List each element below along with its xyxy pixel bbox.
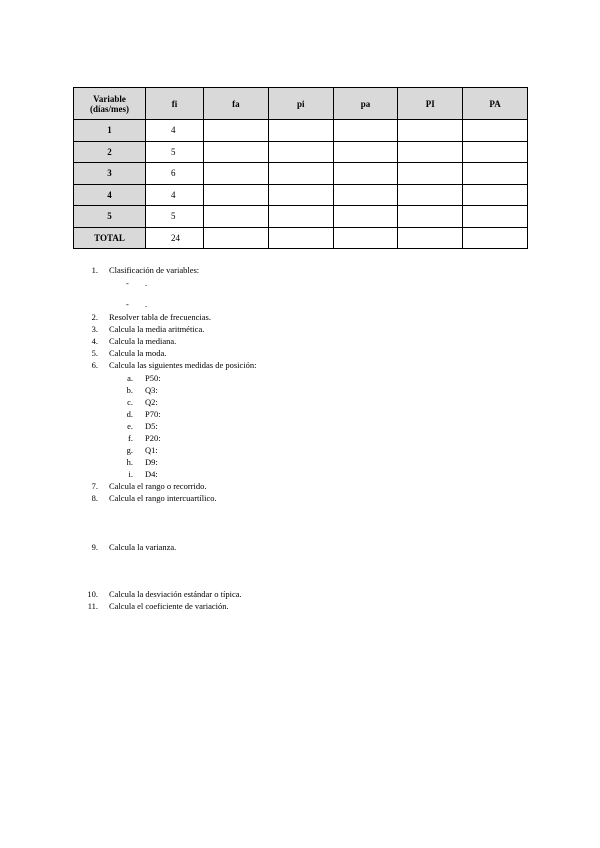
cell-PA[interactable]	[463, 227, 528, 249]
question-number: 9.	[91, 542, 98, 552]
sub-text: D4:	[145, 469, 158, 479]
table-row	[74, 120, 528, 142]
sub-letter: e.	[127, 421, 133, 431]
bullet-dash: -	[126, 299, 129, 309]
header-PA: PA	[463, 88, 528, 120]
cell-pi[interactable]	[268, 184, 333, 206]
sub-letter: f.	[128, 433, 133, 443]
header-variable	[74, 88, 146, 120]
cell-fa[interactable]	[204, 184, 269, 206]
table-row	[74, 163, 528, 185]
question-text: Calcula la desviación estándar o típica.	[109, 589, 242, 599]
table-header-row	[74, 88, 528, 120]
question-text: Calcula el rango o recorrido.	[109, 481, 207, 491]
cell-variable: 5	[74, 206, 146, 228]
bullet-dot: .	[145, 299, 148, 309]
question-text: Resolver tabla de frecuencias.	[109, 312, 211, 322]
cell-pi[interactable]	[268, 227, 333, 249]
cell-variable: 2	[74, 141, 146, 163]
question-number: 7.	[91, 481, 98, 491]
cell-PA[interactable]	[463, 206, 528, 228]
cell-pi[interactable]	[268, 141, 333, 163]
cell-PA[interactable]	[463, 184, 528, 206]
cell-pi[interactable]	[268, 120, 333, 142]
header-pa: pa	[333, 88, 398, 120]
question-number: 1.	[91, 265, 98, 275]
cell-fa[interactable]	[204, 206, 269, 228]
question-number: 11.	[87, 601, 98, 611]
cell-fi: 4	[146, 184, 204, 206]
cell-variable: 4	[74, 184, 146, 206]
cell-PI[interactable]	[398, 206, 463, 228]
table-row-total	[74, 227, 528, 249]
header-fi: fi	[146, 88, 204, 120]
cell-fi: 6	[146, 163, 204, 185]
question-text: Calcula el coeficiente de variación.	[109, 601, 229, 611]
cell-variable: 1	[74, 120, 146, 142]
header-variable-line1: Variable	[93, 93, 126, 104]
cell-PI[interactable]	[398, 184, 463, 206]
question-number: 10.	[87, 589, 98, 599]
cell-PI[interactable]	[398, 120, 463, 142]
sub-text: Q2:	[145, 397, 158, 407]
question-text: Calcula el rango intercuartílico.	[109, 493, 217, 503]
frequency-table	[73, 87, 528, 249]
cell-pi[interactable]	[268, 163, 333, 185]
bullet-dot: .	[145, 278, 148, 288]
cell-fi: 5	[146, 141, 204, 163]
cell-fi-total: 24	[146, 227, 204, 249]
question-number: 2.	[91, 312, 98, 322]
sub-letter: i.	[128, 469, 133, 479]
question-text: Calcula la mediana.	[109, 336, 177, 346]
question-text: Calcula la media aritmética.	[109, 324, 205, 334]
sub-text: P70:	[145, 409, 161, 419]
sub-text: Q3:	[145, 385, 158, 395]
cell-pa[interactable]	[333, 206, 398, 228]
cell-pa[interactable]	[333, 163, 398, 185]
cell-fa[interactable]	[204, 163, 269, 185]
table-row	[74, 206, 528, 228]
sub-letter: a.	[127, 373, 133, 383]
table-row	[74, 141, 528, 163]
cell-fi: 5	[146, 206, 204, 228]
question-text: Calcula la moda.	[109, 348, 167, 358]
cell-PI[interactable]	[398, 227, 463, 249]
cell-fi: 4	[146, 120, 204, 142]
cell-pi[interactable]	[268, 206, 333, 228]
header-fa: fa	[204, 88, 269, 120]
header-pi: pi	[268, 88, 333, 120]
sub-letter: g.	[126, 445, 133, 455]
cell-pa[interactable]	[333, 141, 398, 163]
cell-PA[interactable]	[463, 163, 528, 185]
cell-fa[interactable]	[204, 141, 269, 163]
cell-pa[interactable]	[333, 120, 398, 142]
sub-letter: d.	[126, 409, 133, 419]
sub-text: P20:	[145, 433, 161, 443]
cell-variable: 3	[74, 163, 146, 185]
table-row	[74, 184, 528, 206]
cell-PA[interactable]	[463, 120, 528, 142]
question-text: Clasificación de variables:	[109, 265, 200, 275]
sub-text: P50:	[145, 373, 161, 383]
question-text: Calcula la varianza.	[109, 542, 177, 552]
sub-letter: h.	[126, 457, 133, 467]
question-text: Calcula las siguientes medidas de posición:	[109, 360, 257, 370]
question-number: 6.	[91, 360, 98, 370]
cell-variable-total: TOTAL	[74, 227, 146, 249]
question-number: 3.	[91, 324, 98, 334]
cell-PI[interactable]	[398, 163, 463, 185]
cell-pa[interactable]	[333, 227, 398, 249]
bullet-dash: -	[126, 278, 129, 288]
cell-fa[interactable]	[204, 120, 269, 142]
question-number: 5.	[91, 348, 98, 358]
question-number: 8.	[91, 493, 98, 503]
question-number: 4.	[91, 336, 98, 346]
cell-pa[interactable]	[333, 184, 398, 206]
sub-letter: b.	[126, 385, 133, 395]
sub-text: Q1:	[145, 445, 158, 455]
header-variable-line2: (días/mes)	[90, 103, 129, 114]
sub-letter: c.	[127, 397, 133, 407]
cell-fa[interactable]	[204, 227, 269, 249]
sub-text: D5:	[145, 421, 158, 431]
header-PI: PI	[398, 88, 463, 120]
sub-text: D9:	[145, 457, 158, 467]
cell-PA[interactable]	[463, 141, 528, 163]
cell-PI[interactable]	[398, 141, 463, 163]
